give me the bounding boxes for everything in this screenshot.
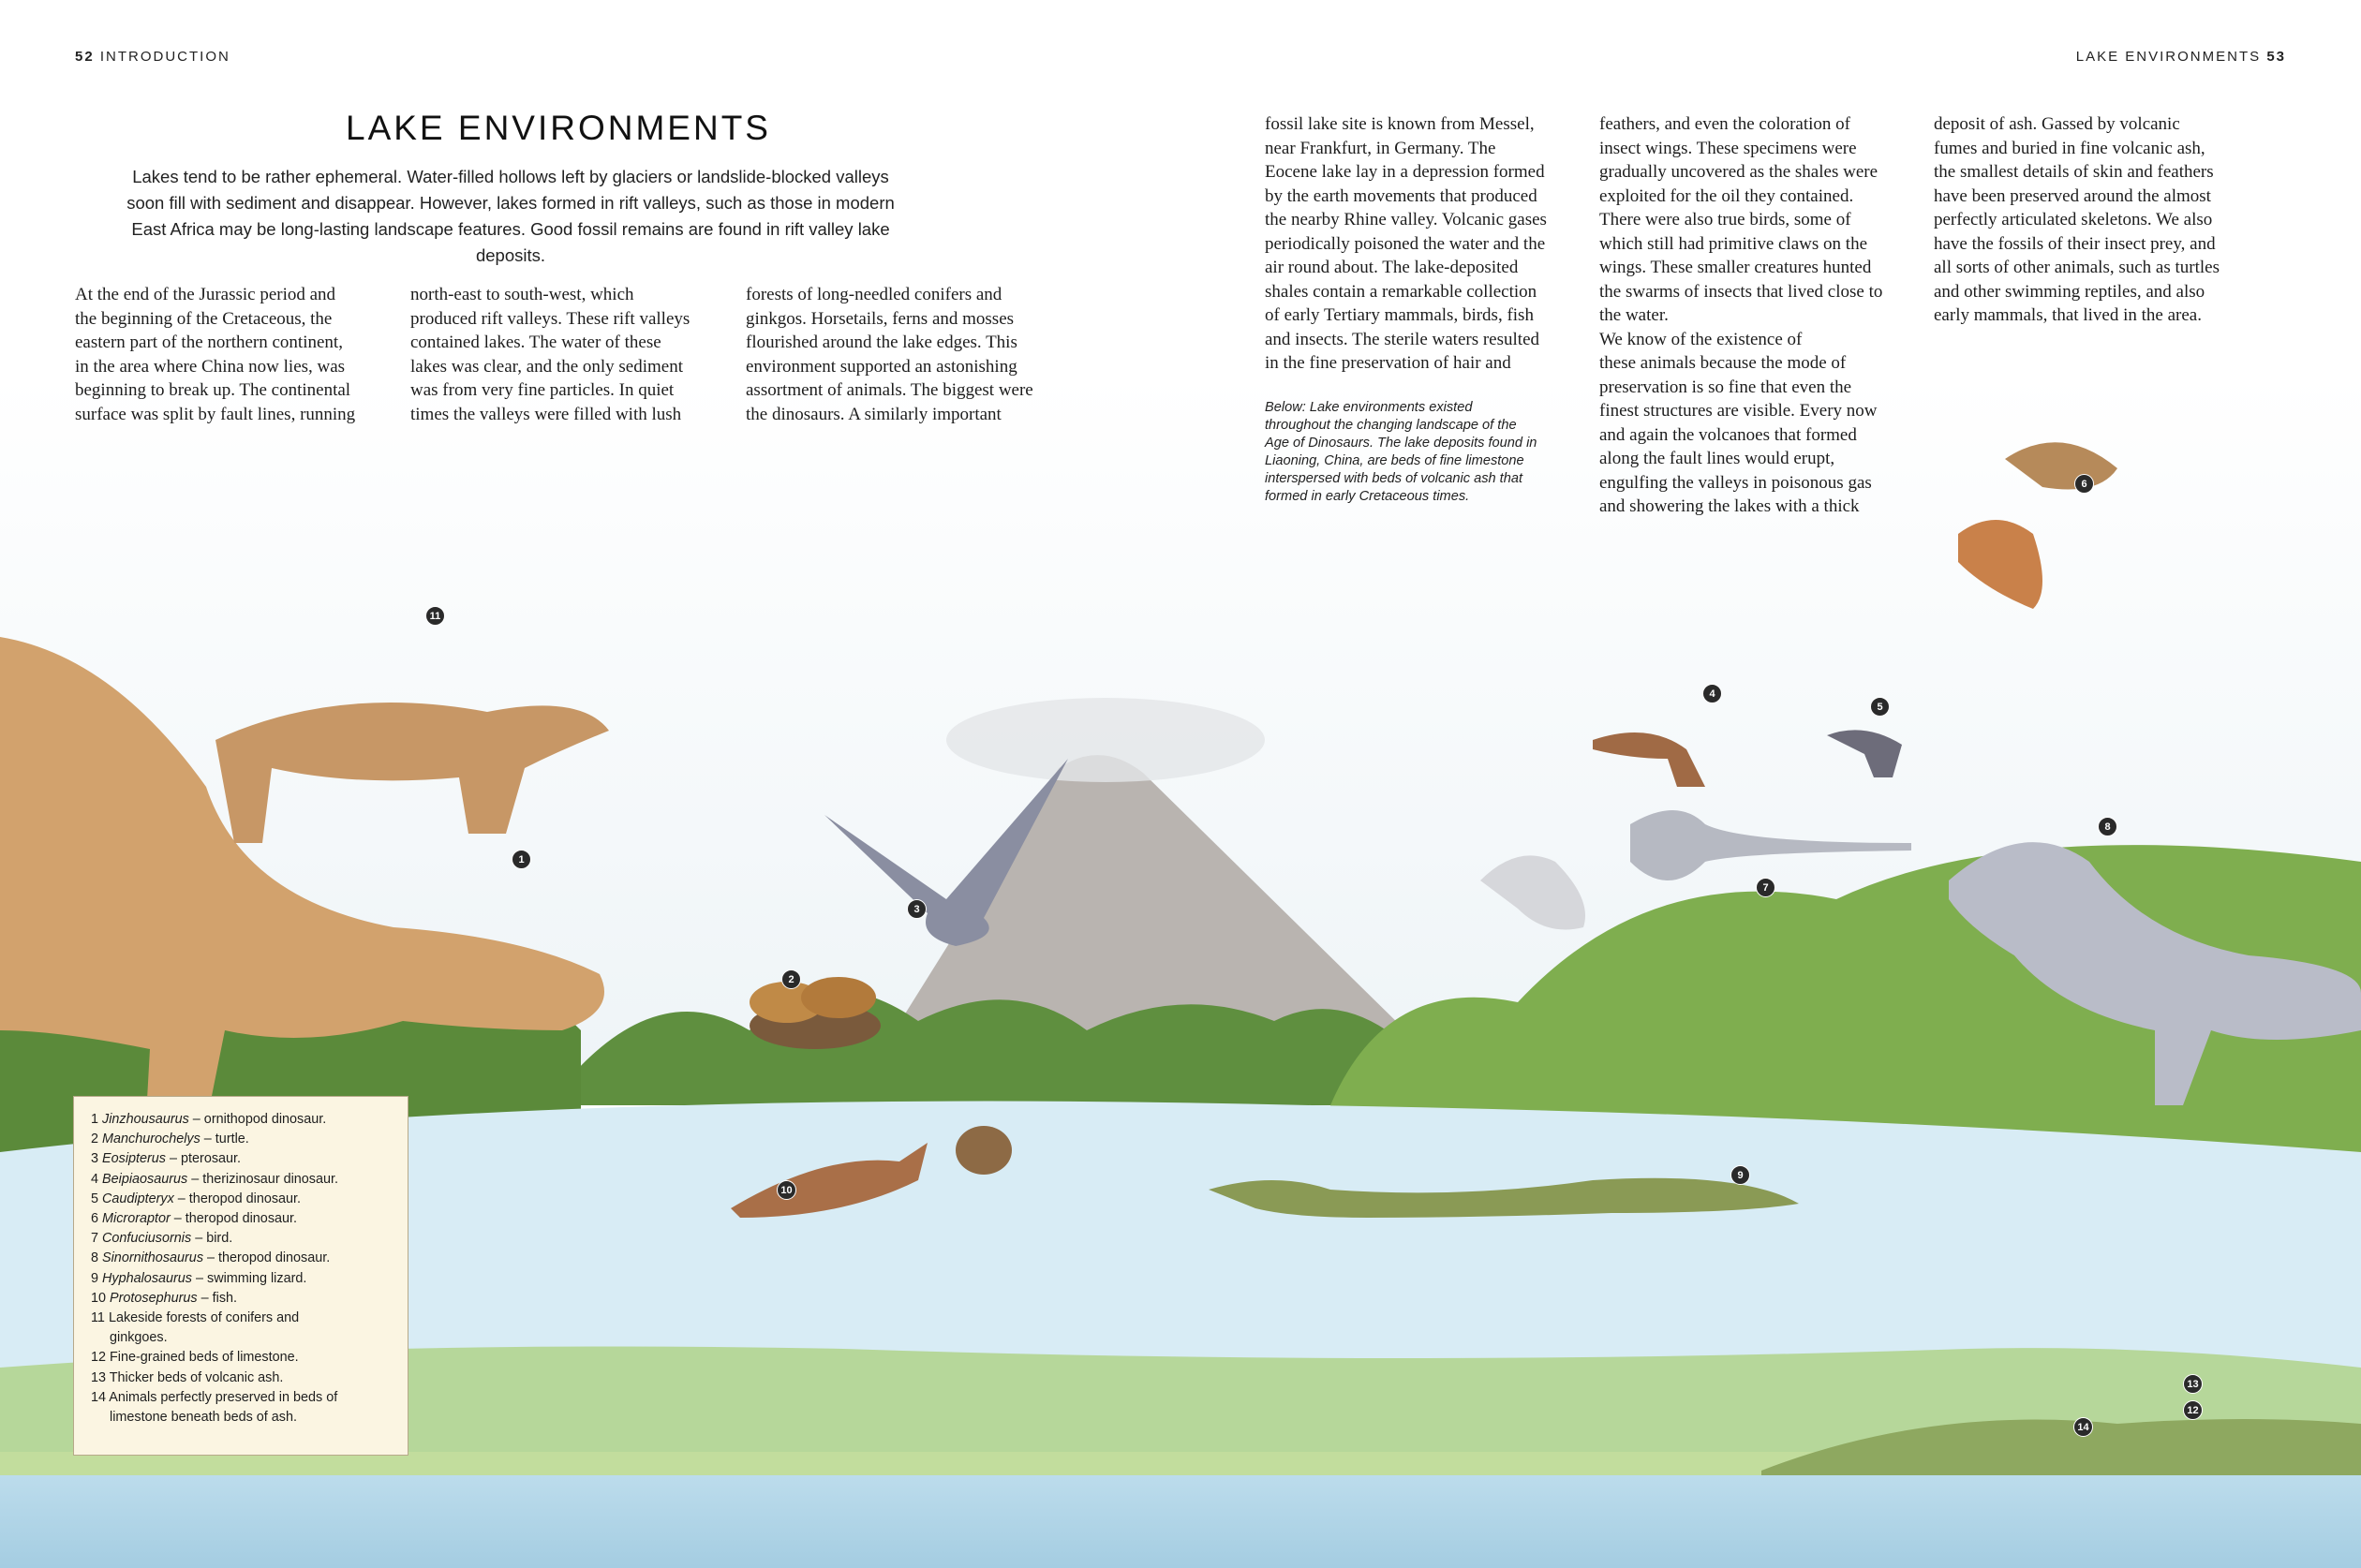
- marker-6: 6: [2074, 474, 2094, 494]
- key-number: 6: [91, 1211, 99, 1227]
- key-species: Sinornithosaurus: [102, 1250, 204, 1266]
- key-item: [91, 1289, 396, 1309]
- turtle: [801, 977, 876, 1018]
- key-species: Manchurochelys: [102, 1132, 200, 1147]
- key-description: – theropod dinosaur.: [170, 1211, 298, 1227]
- key-description: – fish.: [197, 1290, 238, 1306]
- key-item: [91, 1269, 396, 1289]
- key-description: – therizinosaur dinosaur.: [187, 1171, 339, 1187]
- key-species: Protosephurus: [110, 1290, 198, 1306]
- right-running-head: [2076, 49, 2286, 65]
- underwater-section: [0, 1475, 2361, 1568]
- key-number: 7: [91, 1231, 99, 1247]
- right-page-number: 53: [2266, 49, 2286, 65]
- species-key: [73, 1096, 408, 1456]
- key-item: [91, 1348, 396, 1368]
- key-number: 1: [91, 1112, 99, 1127]
- key-description: Thicker beds of volcanic ash.: [109, 1369, 284, 1385]
- key-number: 5: [91, 1191, 99, 1206]
- key-number: 14: [91, 1389, 107, 1405]
- volcanic-smoke: [946, 698, 1265, 782]
- key-description: – bird.: [191, 1231, 233, 1247]
- marker-14: 14: [2073, 1417, 2093, 1437]
- key-item: [91, 1368, 396, 1388]
- key-number: 8: [91, 1250, 99, 1266]
- swimming-turtle: [956, 1126, 1012, 1175]
- body-column-2: north-east to south-west, which produced rift valleys. These rift valleys contained lakes. The water of these lakes was clear, and the only sediment was from very fine particles. In quiet times the valleys were filled with lush: [410, 285, 690, 424]
- body-column-6: deposit of ash. Gassed by volcanic fumes and buried in fine volcanic ash, the smallest details of skin and feathers have been preserved around the almost perfectly articulated skeletons. We also have the fossils of their insect prey, and all sorts of other animals, such as turtles and other swimming reptiles, and also early mammals, that lived in the area.: [1934, 114, 2220, 325]
- marker-13: 13: [2183, 1374, 2203, 1394]
- key-number: 3: [91, 1151, 99, 1167]
- key-species: Hyphalosaurus: [102, 1270, 193, 1286]
- key-species: Caudipteryx: [102, 1191, 174, 1206]
- key-number: 13: [91, 1369, 107, 1385]
- body-column-4: fossil lake site is known from Messel, near Frankfurt, in Germany. The Eocene lake lay in a depression formed by the earth movements that produced the nearby Rhine valley. Volcanic gases periodically poisoned the water and the air round about. The lake-deposited shales contain a remarkable collection of early Tertiary mammals, birds, fish and insects. The sterile waters resulted in the fine preservation of hair and: [1265, 114, 1547, 373]
- key-description: – turtle.: [200, 1132, 249, 1147]
- key-species: Microraptor: [102, 1211, 171, 1227]
- body-column-3: forests of long-needled conifers and ginkgos. Horsetails, ferns and mosses flourished around the lake edges. This environment supported an astonishing assortment of animals. The biggest were the dinosaurs. A similarly important: [746, 285, 1033, 424]
- key-description: – swimming lizard.: [192, 1270, 307, 1286]
- marker-4: 4: [1702, 684, 1722, 703]
- marker-11: 11: [425, 606, 445, 626]
- page-title: LAKE ENVIRONMENTS: [346, 109, 771, 147]
- marker-8: 8: [2098, 817, 2117, 836]
- key-item: [91, 1229, 396, 1249]
- key-item: [91, 1130, 396, 1149]
- key-description: – theropod dinosaur.: [173, 1191, 302, 1206]
- key-item: [91, 1170, 396, 1190]
- marker-5: 5: [1870, 697, 1890, 717]
- key-item: [91, 1209, 396, 1229]
- key-description: – ornithopod dinosaur.: [188, 1112, 327, 1127]
- key-species: Eosipterus: [102, 1151, 167, 1167]
- body-column-5: feathers, and even the coloration of insect wings. These specimens were gradually uncovered as the shales were exploited for the oil they contained. There were also true birds, some of which still had primitive claws on the wings. These smaller creatures hunted the swarms of insects that lived close to the water. We know of the existence of these animals because the mode of preservation is so fine that even the finest structures are visible. Every now and again the volcanoes that formed along the fault lines would erupt, engulfing the valleys in poisonous gas and showering the lakes with a thick: [1599, 114, 1883, 516]
- key-number: 4: [91, 1171, 99, 1187]
- body-column-1: At the end of the Jurassic period and the beginning of the Cretaceous, the eastern part of the northern continent, in the area where China now lies, was beginning to break up. The continental surface was split by fault lines, running: [75, 285, 356, 424]
- key-description-cont: limestone beneath beds of ash.: [110, 1410, 298, 1426]
- marker-1: 1: [512, 850, 531, 869]
- key-number: 2: [91, 1132, 99, 1147]
- key-description-cont: ginkgoes.: [110, 1330, 168, 1346]
- left-page-number: 52: [75, 49, 95, 65]
- illustration-caption: Below: Lake environments existed throughout the changing landscape of the Age of Dinosaurs. The lake deposits found in Liaoning, China, are beds of fine limestone interspersed with beds of volcanic ash that formed in early Cretaceous times.: [1265, 400, 1537, 504]
- key-item: [91, 1149, 396, 1169]
- key-number: 11: [91, 1310, 105, 1326]
- key-item: [91, 1190, 396, 1209]
- key-number: 9: [91, 1270, 99, 1286]
- key-item: [91, 1388, 396, 1427]
- key-species: Beipiaosaurus: [102, 1171, 188, 1187]
- key-item: [91, 1309, 396, 1348]
- marker-9: 9: [1730, 1165, 1750, 1185]
- key-item: [91, 1249, 396, 1268]
- key-description: – pterosaur.: [166, 1151, 242, 1167]
- key-number: 10: [91, 1290, 107, 1306]
- key-item: [91, 1110, 396, 1130]
- marker-3: 3: [907, 899, 927, 919]
- key-description: – theropod dinosaur.: [203, 1250, 331, 1266]
- key-description: Animals perfectly preserved in beds of: [109, 1389, 338, 1405]
- key-species: Confuciusornis: [102, 1231, 192, 1247]
- marker-2: 2: [781, 969, 801, 989]
- key-species: Jinzhousaurus: [102, 1112, 189, 1127]
- right-section-label: LAKE ENVIRONMENTS: [2075, 49, 2262, 65]
- intro-paragraph: Lakes tend to be rather ephemeral. Water-filled hollows left by glaciers or landslide-blocked valleys soon fill with sediment and disappear. However, lakes formed in rift valleys, such as those in modern East Africa may be long-lasting landscape features. Good fossil remains are found in rift valley lake deposits.: [126, 167, 895, 265]
- key-description: Fine-grained beds of limestone.: [110, 1350, 299, 1366]
- key-number: 12: [91, 1350, 107, 1366]
- marker-7: 7: [1756, 878, 1775, 897]
- key-description: Lakeside forests of conifers and: [108, 1310, 300, 1326]
- left-section-label: INTRODUCTION: [99, 49, 230, 65]
- left-running-head: [75, 49, 230, 65]
- marker-10: 10: [777, 1180, 796, 1200]
- marker-12: 12: [2183, 1400, 2203, 1420]
